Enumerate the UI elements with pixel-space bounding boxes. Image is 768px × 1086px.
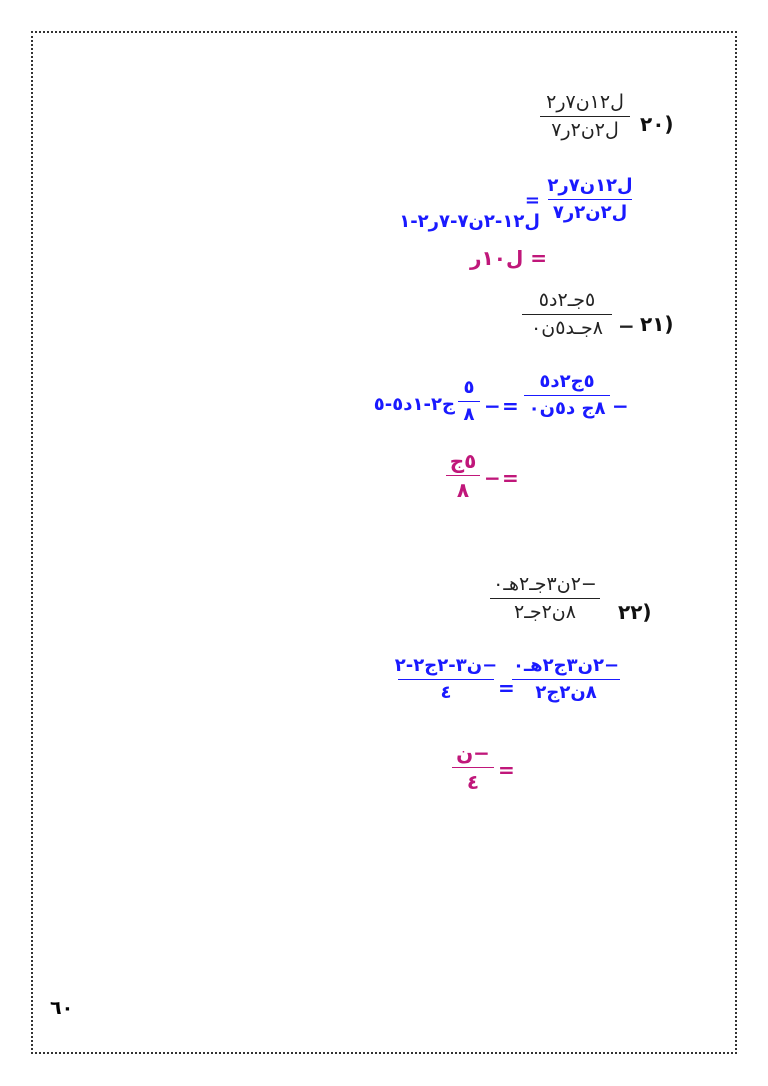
problem-22-result-numerator: −ن <box>456 741 490 765</box>
problem-22-number: (٢٢ <box>618 600 652 624</box>
problem-22-result-fraction <box>452 742 494 793</box>
problem-20-step1-fraction <box>548 176 632 223</box>
problem-22-result-denominator: ٤ <box>466 770 480 794</box>
fraction-bar <box>446 475 480 476</box>
fraction-bar <box>522 314 612 315</box>
problem-22-step1-denominator: ٨ن٢ج٢ <box>535 681 597 703</box>
problem-22-denominator: ٨ن٢جـ٢ <box>514 600 576 623</box>
problem-22-result-equals: = <box>498 758 515 782</box>
coefficient-numerator: ٥ <box>463 377 475 398</box>
fraction-bar <box>452 767 494 768</box>
problem-20-denominator: ل٢ن٢ر٧ <box>551 118 619 141</box>
fraction-bar <box>512 679 620 680</box>
fraction-bar <box>548 199 632 200</box>
fraction-bar <box>540 116 630 117</box>
problem-21-step1-vars: ج٢-١د٥-٥ <box>373 394 455 415</box>
problem-21-expression <box>522 290 612 339</box>
problem-21-step1-rhs-minus: − <box>484 394 501 418</box>
problem-20-step1-denominator: ل٢ن٢ر٧ <box>552 201 628 223</box>
problem-20-step1-rhs: = ل١٢-٢ن٧-٧ر٢-١ <box>399 190 540 232</box>
problem-20-step1-numerator: ل١٢ن٧ر٢ <box>547 175 633 196</box>
problem-21-result-minus: − <box>484 466 501 490</box>
problem-21-result-fraction <box>446 450 480 501</box>
problem-21-step1-coefficient <box>458 378 480 425</box>
problem-21-step1-minus: − <box>612 394 629 418</box>
fraction-bar <box>458 401 480 402</box>
problem-21-step1-fraction <box>524 372 610 419</box>
problem-21-step1-numerator: ٥ج٢د٥ <box>539 371 595 392</box>
problem-20-number: (٢٠ <box>640 112 674 136</box>
fraction-bar <box>398 679 494 680</box>
problem-20-numerator: ل١٢ن٧ر٢ <box>546 91 624 113</box>
problem-21-step1-denominator: ٨ج د٥ن٠ <box>528 397 606 419</box>
problem-22-step1-equals: = <box>498 676 515 700</box>
page-number: ٦٠ <box>50 997 74 1019</box>
problem-20-expression <box>540 92 630 141</box>
problem-21-minus: − <box>618 314 635 338</box>
problem-22-step1-numerator: −٢ن٣ج٢هـ٠ <box>512 655 620 676</box>
problem-22-expression <box>490 574 600 623</box>
problem-21-denominator: ٨جـد٥ن٠ <box>531 316 603 339</box>
problem-22-step1-rhs-fraction <box>394 655 498 703</box>
coefficient-denominator: ٨ <box>463 403 475 425</box>
problem-21-numerator: ٥جـ٢د٥ <box>538 289 596 311</box>
problem-21-step1-equals: = <box>502 394 519 418</box>
problem-21-result-equals: = <box>502 466 519 490</box>
problem-22-step1-rhs-denominator: ٤ <box>440 681 452 703</box>
problem-22-step1-fraction <box>512 656 620 703</box>
problem-22-numerator: −٢ن٣جـ٢هـ٠ <box>493 573 597 595</box>
fraction-bar <box>490 598 600 599</box>
problem-21-result-denominator: ٨ <box>456 478 470 502</box>
problem-22-step1-rhs-numerator: −ن٣-٢ج٢-٢ <box>394 655 498 676</box>
problem-21-result-numerator: ٥ج <box>449 449 477 473</box>
fraction-bar <box>524 395 610 396</box>
problem-21-number: (٢١ <box>640 312 674 336</box>
problem-20-result: = ل١٠ر <box>470 246 548 270</box>
